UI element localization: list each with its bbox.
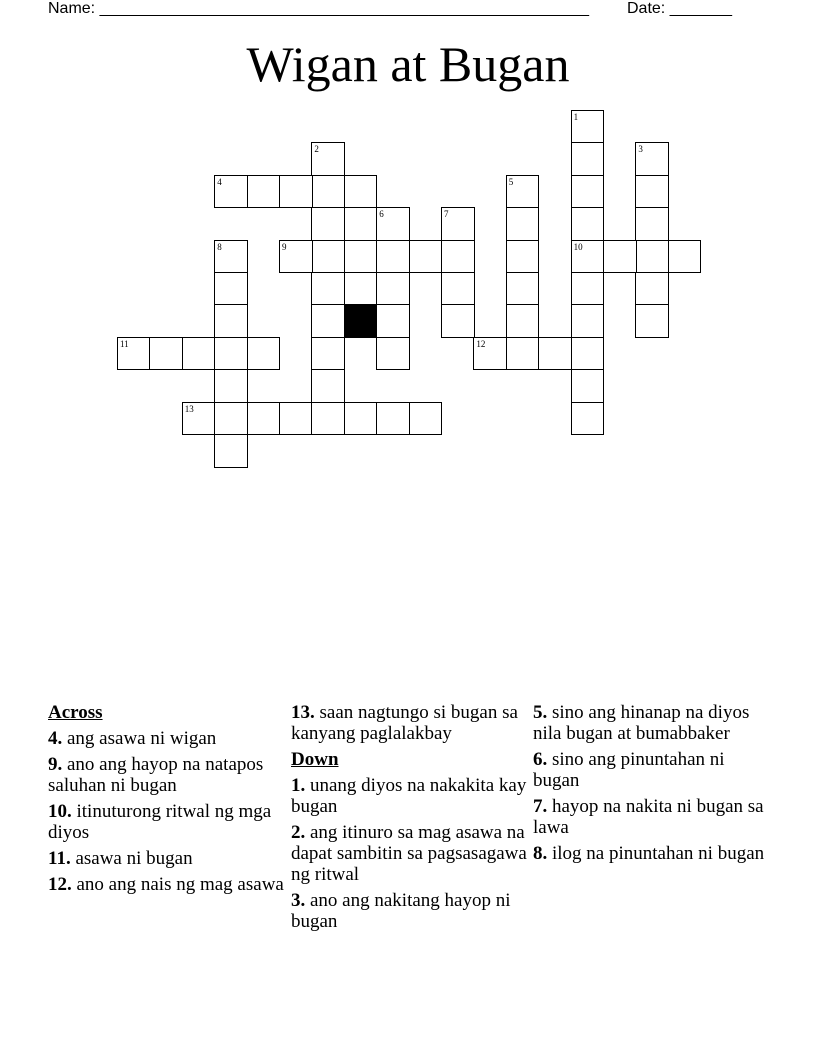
grid-cell[interactable] — [571, 142, 605, 176]
grid-cell[interactable] — [603, 240, 637, 274]
clue-number-label: 1 — [573, 112, 579, 122]
clue-text: ano ang hayop na natapos saluhan ni bugan — [48, 754, 264, 796]
clue-number-label: 8 — [217, 241, 222, 252]
clue-down-6 — [533, 749, 773, 791]
grid-cell[interactable] — [441, 304, 475, 338]
grid-cell[interactable] — [344, 240, 378, 274]
grid-cell[interactable] — [311, 272, 345, 306]
clue-across-9 — [48, 754, 288, 796]
grid-cell[interactable] — [571, 337, 605, 371]
clue-across-10 — [48, 801, 288, 843]
clue-number: 5. — [533, 702, 548, 723]
clue-number-label: 5 — [508, 176, 514, 187]
grid-cell[interactable] — [409, 402, 443, 436]
grid-cell[interactable] — [311, 369, 345, 403]
clue-text: unang diyos na nakakita kay bugan — [291, 775, 527, 817]
grid-cell[interactable] — [571, 402, 605, 436]
grid-cell[interactable] — [571, 175, 605, 209]
clue-text: saan nagtungo si bugan sa kanyang paglalakbay — [291, 702, 518, 744]
clue-number-label: 7 — [444, 209, 449, 220]
grid-cell[interactable] — [635, 175, 669, 209]
grid-cell[interactable] — [344, 402, 378, 436]
grid-cell[interactable] — [635, 304, 669, 338]
clue-across-13 — [291, 702, 531, 744]
clue-number-label: 4 — [217, 176, 222, 187]
grid-cell[interactable] — [247, 337, 281, 371]
clue-number-label: 9 — [282, 241, 287, 252]
grid-cell[interactable] — [635, 207, 669, 241]
clue-down-3 — [291, 890, 531, 932]
clue-number: 7. — [533, 796, 548, 817]
clue-number: 10. — [48, 801, 72, 822]
clue-column-2 — [291, 702, 531, 937]
clue-down-5 — [533, 702, 773, 744]
name-field[interactable]: Name: _______________________________________________________ — [48, 0, 589, 17]
clue-number-label: 11 — [120, 338, 129, 349]
clue-number: 11. — [48, 848, 71, 869]
clue-text: ang asawa ni wigan — [67, 728, 217, 749]
grid-cell[interactable] — [279, 175, 313, 209]
grid-cell[interactable] — [344, 175, 378, 209]
clue-down-2 — [291, 822, 531, 885]
clue-across-11 — [48, 848, 288, 869]
clue-number: 12. — [48, 874, 72, 895]
clue-text: hayop na nakita ni bugan sa lawa — [533, 796, 764, 838]
grid-cell[interactable] — [247, 175, 281, 209]
clue-text: ang itinuro sa mag asawa na dapat sambitin sa pagsasagawa ng ritwal — [291, 822, 527, 885]
clue-number-label: 12 — [476, 338, 486, 349]
clue-number-label: 6 — [379, 209, 384, 220]
clue-column-1 — [48, 702, 288, 900]
grid-cell[interactable] — [214, 337, 248, 371]
grid-cell[interactable] — [506, 304, 540, 338]
clue-column-3 — [533, 702, 773, 869]
grid-cell[interactable] — [214, 272, 248, 306]
clue-number: 9. — [48, 754, 63, 775]
black-square — [344, 304, 378, 338]
grid-cell[interactable] — [214, 434, 248, 468]
page-title: Wigan at Bugan — [246, 36, 570, 92]
grid-cell[interactable] — [182, 337, 216, 371]
grid-cell[interactable] — [571, 369, 605, 403]
grid-cell[interactable] — [635, 240, 669, 274]
clue-text: asawa ni bugan — [75, 848, 193, 869]
grid-cell[interactable] — [214, 402, 248, 436]
grid-cell[interactable] — [376, 402, 410, 436]
clue-number: 8. — [533, 843, 548, 864]
clue-across-12 — [48, 874, 288, 895]
clue-text: sino ang pinuntahan ni bugan — [533, 749, 725, 791]
clue-down-8 — [533, 843, 773, 864]
grid-cell[interactable] — [149, 337, 183, 371]
grid-cell[interactable] — [311, 175, 345, 209]
clue-number-label: 2 — [314, 144, 319, 155]
clue-text: ilog na pinuntahan ni bugan — [552, 843, 765, 864]
grid-cell[interactable] — [538, 337, 572, 371]
grid-cell[interactable] — [571, 272, 605, 306]
grid-cell[interactable] — [247, 402, 281, 436]
grid-cell[interactable] — [311, 337, 345, 371]
clue-number: 4. — [48, 728, 63, 749]
crossword-grid — [0, 0, 816, 480]
clue-number-label: 13 — [184, 403, 194, 414]
clue-text: ano ang nakitang hayop ni bugan — [291, 890, 511, 932]
grid-cell[interactable] — [571, 207, 605, 241]
grid-cell[interactable] — [376, 272, 410, 306]
grid-cell[interactable] — [635, 272, 669, 306]
clue-down-7 — [533, 796, 773, 838]
grid-cell[interactable] — [376, 240, 410, 274]
grid-cell[interactable] — [214, 369, 248, 403]
clue-text: ano ang nais ng mag asawa — [76, 874, 284, 895]
grid-cell[interactable] — [506, 337, 540, 371]
grid-cell[interactable] — [441, 272, 475, 306]
grid-cell[interactable] — [311, 207, 345, 241]
grid-cell[interactable] — [376, 304, 410, 338]
clue-number: 1. — [291, 775, 306, 796]
grid-cell[interactable] — [311, 240, 345, 274]
clue-across-4 — [48, 728, 288, 749]
date-field[interactable]: Date: _______ — [627, 0, 732, 17]
clue-number-label: 3 — [638, 144, 643, 155]
clue-text: itinuturong ritwal ng mga diyos — [48, 801, 272, 843]
grid-cell[interactable] — [376, 337, 410, 371]
clue-number-label: 10 — [573, 241, 583, 252]
clue-text: sino ang hinanap na diyos nila bugan at bumabbaker — [533, 702, 750, 744]
clue-down-1 — [291, 775, 531, 817]
grid-cell[interactable] — [311, 304, 345, 338]
clue-number: 6. — [533, 749, 548, 770]
clue-number: 3. — [291, 890, 306, 911]
grid-cell[interactable] — [506, 240, 540, 274]
grid-cell[interactable] — [409, 240, 443, 274]
clue-number: 13. — [291, 702, 315, 723]
grid-cell[interactable] — [571, 304, 605, 338]
grid-cell[interactable] — [214, 304, 248, 338]
across-heading: Across — [48, 702, 103, 723]
grid-cell[interactable] — [668, 240, 702, 274]
grid-cell[interactable] — [311, 402, 345, 436]
grid-cell[interactable] — [506, 207, 540, 241]
down-heading: Down — [291, 749, 339, 770]
grid-cell[interactable] — [506, 272, 540, 306]
grid-cell[interactable] — [279, 402, 313, 436]
clue-number: 2. — [291, 822, 306, 843]
grid-cell[interactable] — [441, 240, 475, 274]
